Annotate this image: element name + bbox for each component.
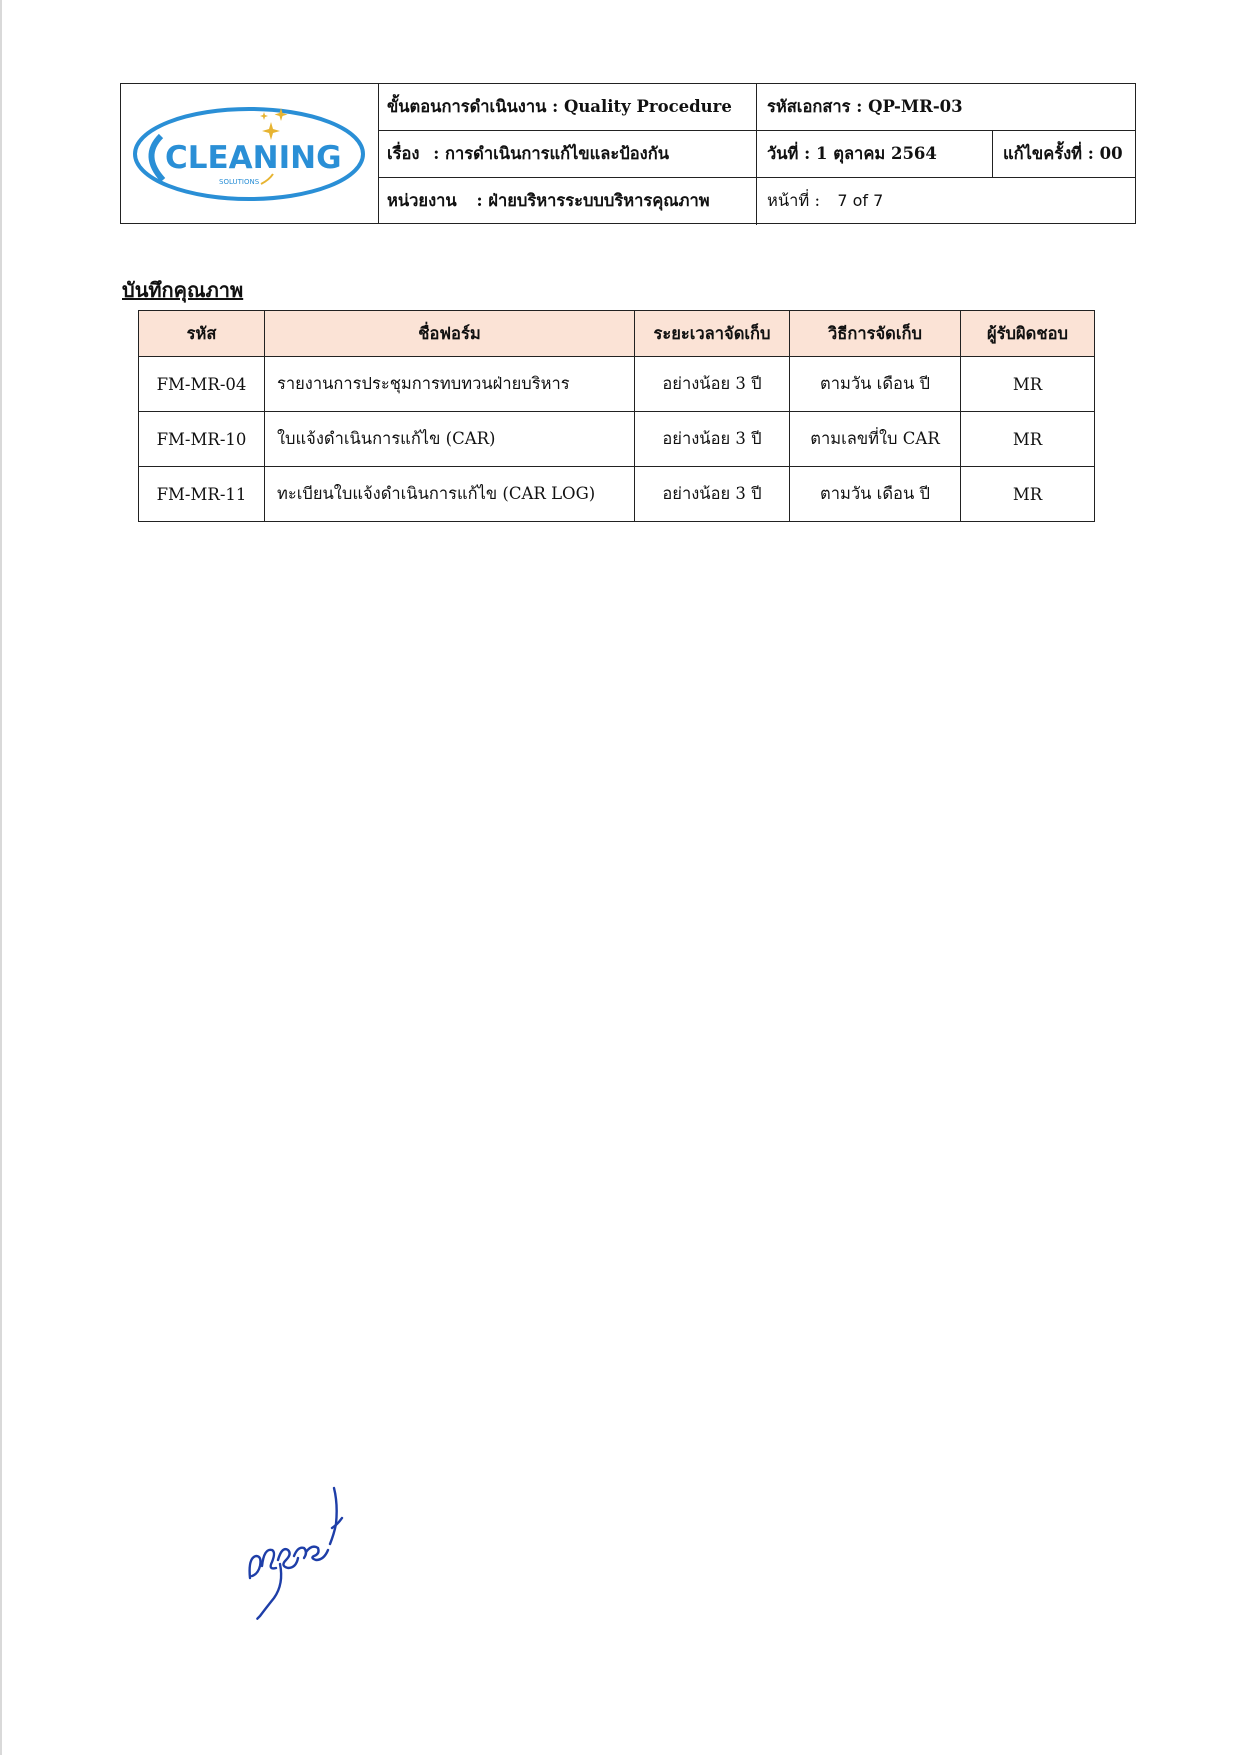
company-logo — [121, 84, 379, 223]
cell-owner: MR — [961, 412, 1095, 467]
revision-number: แก้ไขครั้งที่ : 00 — [1003, 144, 1123, 163]
cell-retention-period: อย่างน้อย 3 ปี — [635, 412, 790, 467]
cell-form-name: ทะเบียนใบแจ้งดำเนินการแก้ไข (CAR LOG) — [265, 467, 635, 522]
cell-code: FM-MR-11 — [139, 467, 265, 522]
header-row-department — [379, 178, 1135, 225]
quality-records-table — [138, 310, 1095, 522]
document-header — [120, 83, 1136, 224]
column-header-form-name: ชื่อฟอร์ม — [265, 311, 635, 357]
subject-value: : การดำเนินการแก้ไขและป้องกัน — [433, 144, 669, 163]
document-code: รหัสเอกสาร : QP-MR-03 — [767, 97, 963, 116]
page-edge-line — [0, 0, 2, 1755]
department-cell — [379, 178, 757, 225]
column-header-storage-method: วิธีการจัดเก็บ — [790, 311, 961, 357]
cell-code: FM-MR-04 — [139, 357, 265, 412]
cell-retention-period: อย่างน้อย 3 ปี — [635, 467, 790, 522]
subject-cell — [379, 131, 757, 177]
header-row-procedure — [379, 84, 1135, 131]
cell-retention-period: อย่างน้อย 3 ปี — [635, 357, 790, 412]
table-row — [139, 412, 1095, 467]
effective-date: วันที่ : 1 ตุลาคม 2564 — [757, 131, 993, 177]
cell-owner: MR — [961, 357, 1095, 412]
procedure-label: ขั้นตอนการดำเนินงาน : Quality Procedure — [379, 84, 757, 130]
cell-form-name: รายงานการประชุมการทบทวนฝ่ายบริหาร — [265, 357, 635, 412]
page-label: หน้าที่ : — [767, 191, 821, 210]
column-header-retention-period: ระยะเวลาจัดเก็บ — [635, 311, 790, 357]
department-value: : ฝ่ายบริหารระบบบริหารคุณภาพ — [476, 191, 710, 210]
table-header-row — [139, 311, 1095, 357]
column-header-owner: ผู้รับผิดชอบ — [961, 311, 1095, 357]
sparkle-icon — [262, 122, 280, 140]
cell-storage-method: ตามวัน เดือน ปี — [790, 467, 961, 522]
table-row — [139, 357, 1095, 412]
page-value: 7 of 7 — [837, 191, 884, 210]
table-row — [139, 467, 1095, 522]
cell-form-name: ใบแจ้งดำเนินการแก้ไข (CAR) — [265, 412, 635, 467]
handwritten-signature — [240, 1468, 350, 1628]
sparkle-icon — [260, 112, 268, 120]
department-label: หน่วยงาน — [387, 191, 457, 210]
page-number-cell — [757, 178, 1135, 225]
cell-code: FM-MR-10 — [139, 412, 265, 467]
header-row-subject — [379, 131, 1135, 178]
cell-storage-method: ตามเลขที่ใบ CAR — [790, 412, 961, 467]
logo-text: CLEANING — [165, 140, 342, 176]
logo-subtext: SOLUTIONS — [219, 178, 260, 186]
cell-owner: MR — [961, 467, 1095, 522]
cell-storage-method: ตามวัน เดือน ปี — [790, 357, 961, 412]
subject-label: เรื่อง — [387, 144, 420, 163]
section-title: บันทึกคุณภาพ — [122, 278, 244, 302]
column-header-code: รหัส — [139, 311, 265, 357]
